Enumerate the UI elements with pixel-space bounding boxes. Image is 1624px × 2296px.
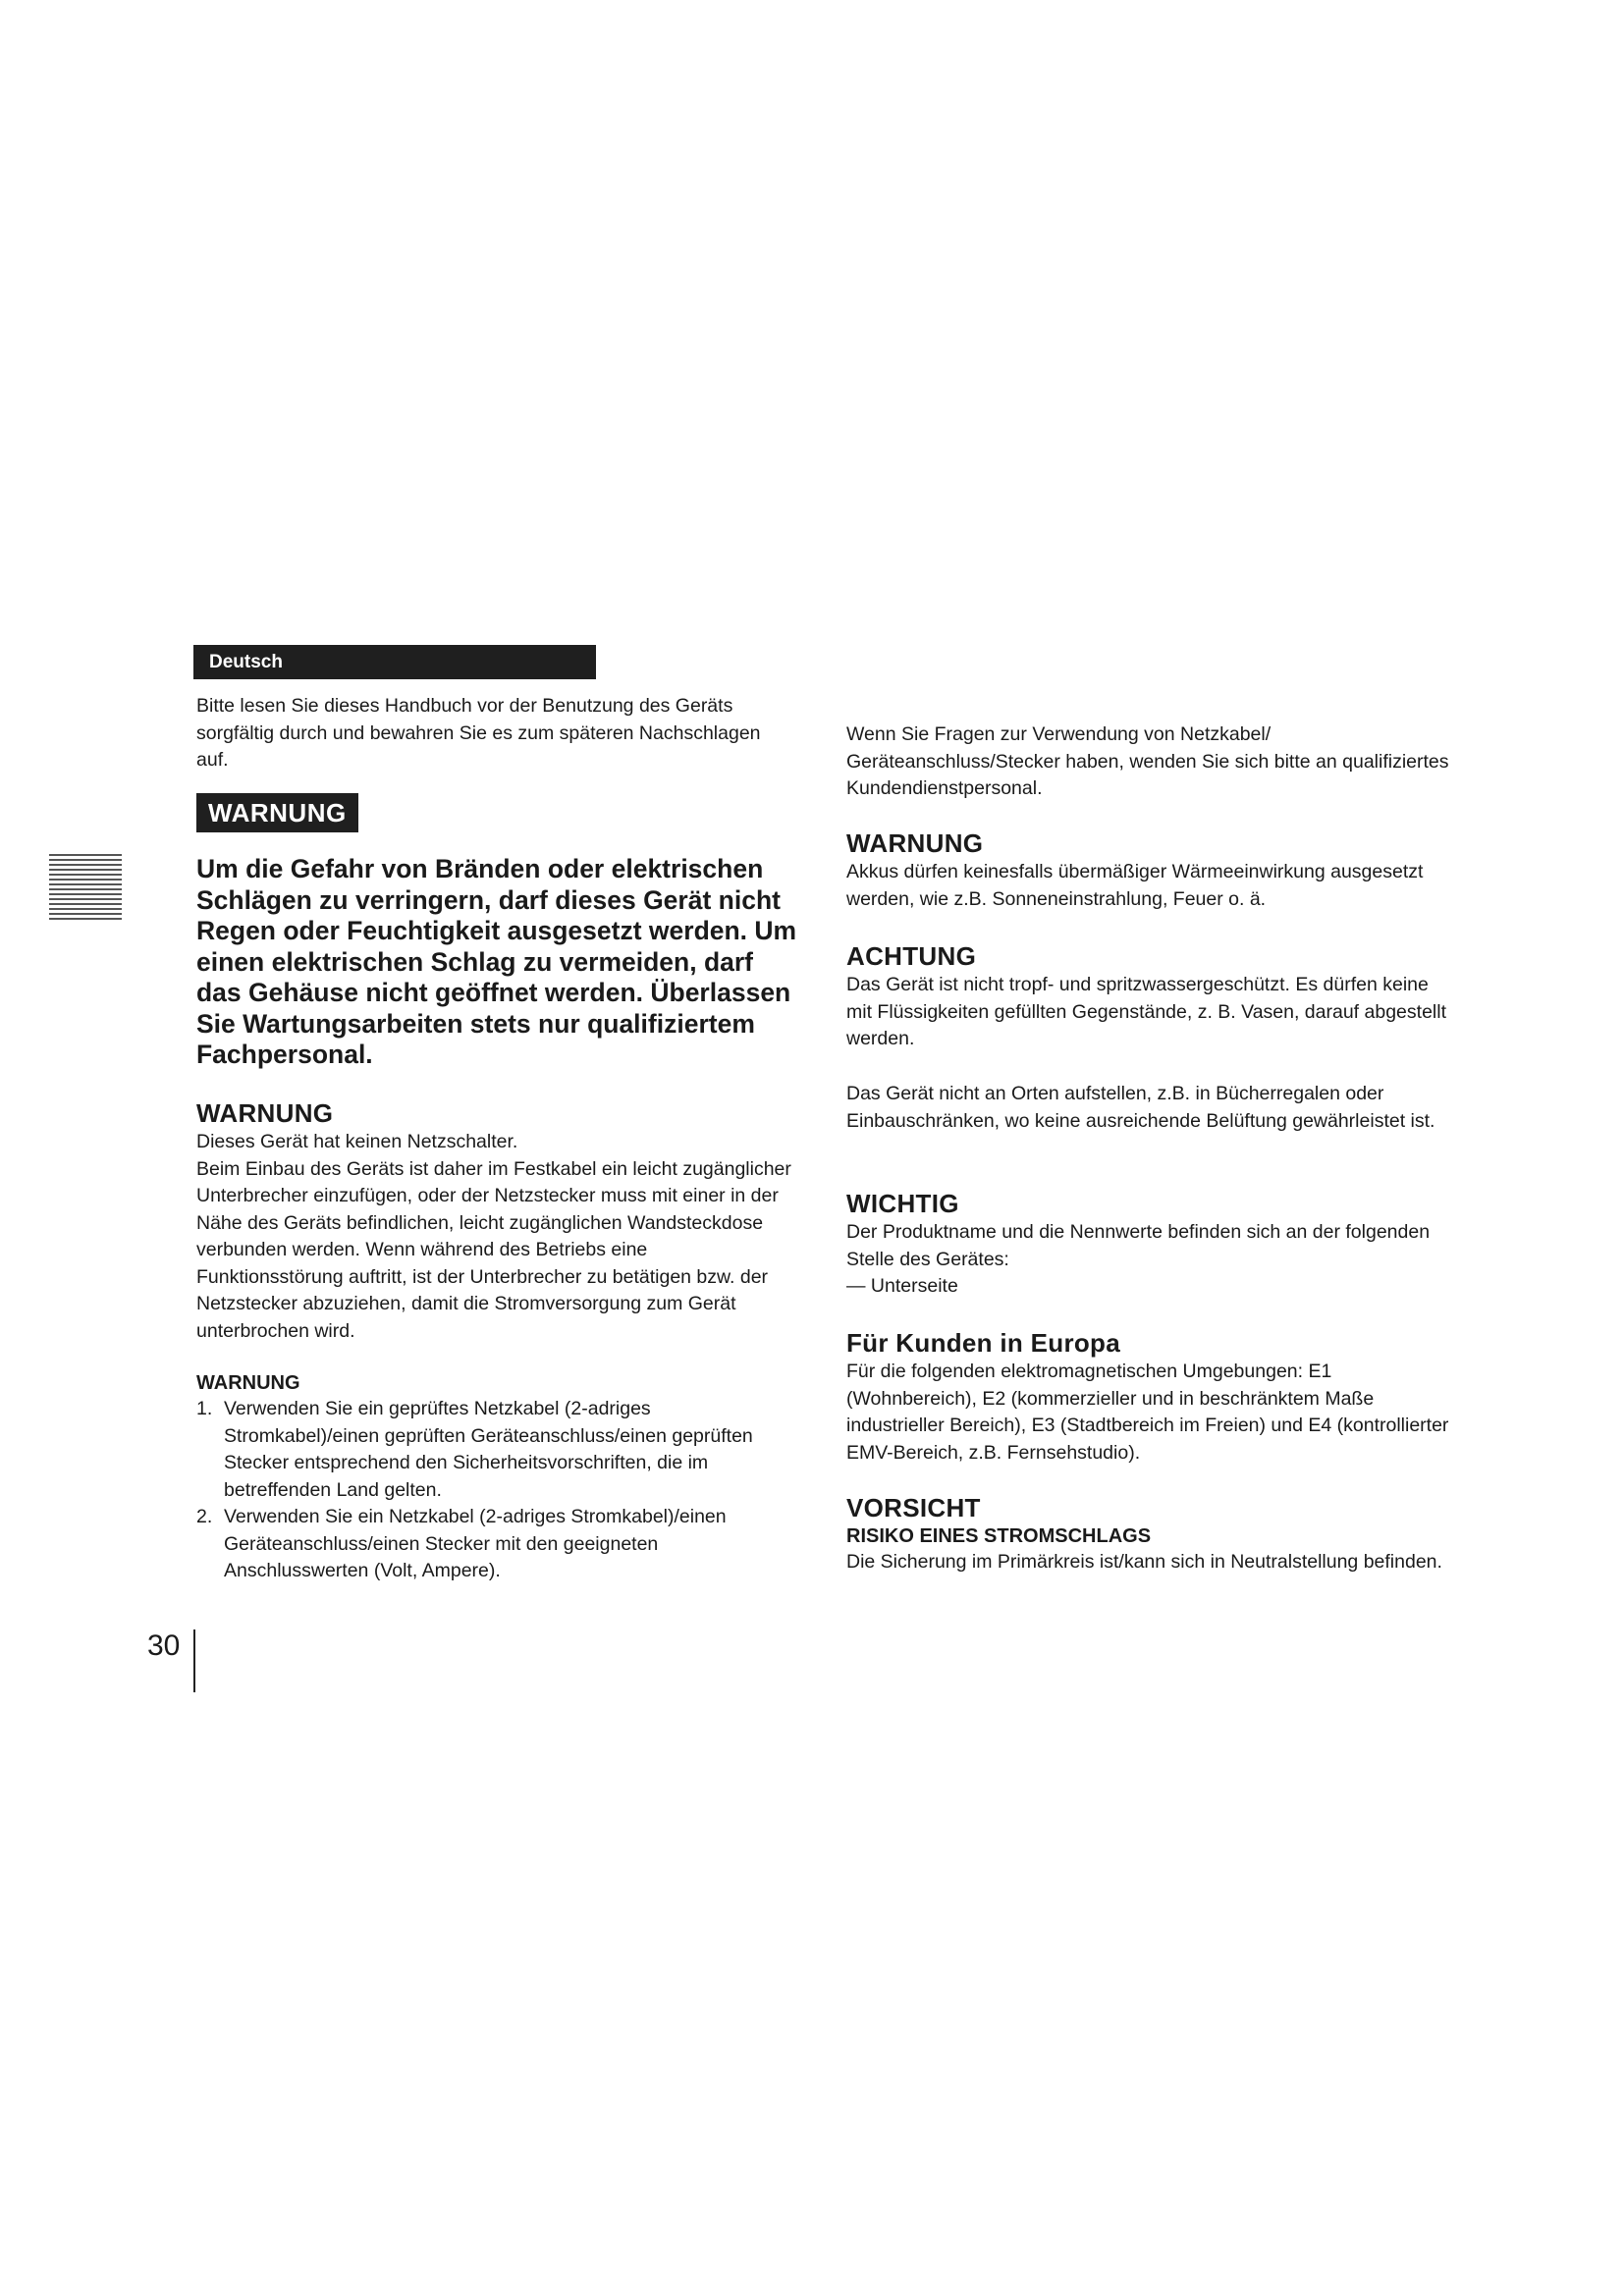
wichtig-item: — Unterseite xyxy=(846,1275,958,1297)
wichtig-section xyxy=(846,1188,1455,1301)
list-item-text: Verwenden Sie ein geprüftes Netzkabel (2-adriges Stromkabel)/einen geprüften Geräteanschluss/einen geprüften Stecker entsprechend den Sicherheitsvorschriften, die im betreffenden Land gelten. xyxy=(224,1398,753,1501)
page-number-rule xyxy=(193,1629,195,1692)
main-warning: Um die Gefahr von Bränden oder elektrischen Schlägen zu verringern, darf dieses Gerät nicht Regen oder Feuchtigkeit ausgesetzt werden. Um einen elektrischen Schlag zu vermeiden, darf das Gehäuse nicht geöffnet werden. Überlassen Sie Wartungsarbeiten stets nur qualifiziertem Fachpersonal. xyxy=(196,854,797,1069)
warning-2-list xyxy=(196,1396,795,1585)
right-intro-text: Wenn Sie Fragen zur Verwendung von Netzkabel/ Geräteanschluss/Stecker haben, wenden Sie sich bitte an qualifiziertes Kundendienstpersonal. xyxy=(846,723,1449,799)
intro-text: Bitte lesen Sie dieses Handbuch vor der Benutzung des Geräts sorgfältig durch und bewahren Sie es zum späteren Nachschlagen auf. xyxy=(196,695,761,771)
vorsicht-section xyxy=(846,1492,1455,1576)
list-item xyxy=(196,1396,795,1504)
page-number: 30 xyxy=(147,1629,181,1662)
warning-section-1 xyxy=(196,1097,795,1345)
europa-text: Für die folgenden elektromagnetischen Umgebungen: E1 (Wohnbereich), E2 (kommerzieller und in beschränktem Maße industrieller Bereich), E3 (Stadtbereich im Freien) und E4 (kontrollierter EMV-Bereich, z.B. Fernsehstudio). xyxy=(846,1361,1449,1464)
achtung-heading: ACHTUNG xyxy=(846,941,977,971)
achtung-section xyxy=(846,940,1455,1053)
list-item-number: 2. xyxy=(196,1506,213,1527)
wichtig-heading: WICHTIG xyxy=(846,1189,959,1218)
side-marker xyxy=(49,854,122,925)
warning-section-2 xyxy=(196,1370,795,1585)
warning-1-line: Dieses Gerät hat keinen Netzschalter. xyxy=(196,1131,518,1152)
warning-1-heading: WARNUNG xyxy=(196,1098,334,1128)
list-item xyxy=(196,1504,795,1585)
warning-1-text: Beim Einbau des Geräts ist daher im Festkabel ein leicht zugänglicher Unterbrecher einzufügen, oder der Netzstecker muss mit einer in der Nähe des Geräts befindlichen, leicht zugänglichen Wandsteckdose verbunden werden. Wenn während des Betriebs eine Funktionsstörung auftritt, ist der Unterbrecher zu betätigen bzw. der Netzstecker abzuziehen, damit die Stromversorgung zum Gerät unterbrochen wird. xyxy=(196,1157,791,1342)
wichtig-text: Der Produktname und die Nennwerte befinden sich an der folgenden Stelle des Gerätes: xyxy=(846,1221,1431,1270)
right-warning-section xyxy=(846,828,1455,913)
right-warning-heading: WARNUNG xyxy=(846,828,984,858)
language-label: Deutsch xyxy=(193,645,596,679)
list-item-number: 1. xyxy=(196,1398,213,1419)
right-warning-text: Akkus dürfen keinesfalls übermäßiger Wärmeeinwirkung ausgesetzt werden, wie z.B. Sonneneinstrahlung, Feuer o. ä. xyxy=(846,861,1424,910)
achtung-text-1: Das Gerät ist nicht tropf- und spritzwassergeschützt. Es dürfen keine mit Flüssigkeiten gefüllten Gegenstände, z. B. Vasen, darauf abgestellt werden. xyxy=(846,974,1446,1049)
achtung-text-2: Das Gerät nicht an Orten aufstellen, z.B. in Bücherregalen oder Einbauschränken, wo keine ausreichende Belüftung gewährleistet ist. xyxy=(846,1083,1435,1132)
warning-box: WARNUNG xyxy=(196,793,358,832)
europa-section xyxy=(846,1327,1455,1467)
list-item-text: Verwenden Sie ein Netzkabel (2-adriges Stromkabel)/einen Geräteanschluss/einen Stecker mit den geeigneten Anschlusswerten (Volt, Ampere). xyxy=(224,1506,727,1581)
vorsicht-heading: VORSICHT xyxy=(846,1493,981,1522)
europa-heading: Für Kunden in Europa xyxy=(846,1328,1120,1358)
vorsicht-text: Die Sicherung im Primärkreis ist/kann sich in Neutralstellung befinden. xyxy=(846,1551,1442,1573)
warning-2-heading: WARNUNG xyxy=(196,1372,300,1394)
vorsicht-subheading: RISIKO EINES STROMSCHLAGS xyxy=(846,1525,1152,1547)
